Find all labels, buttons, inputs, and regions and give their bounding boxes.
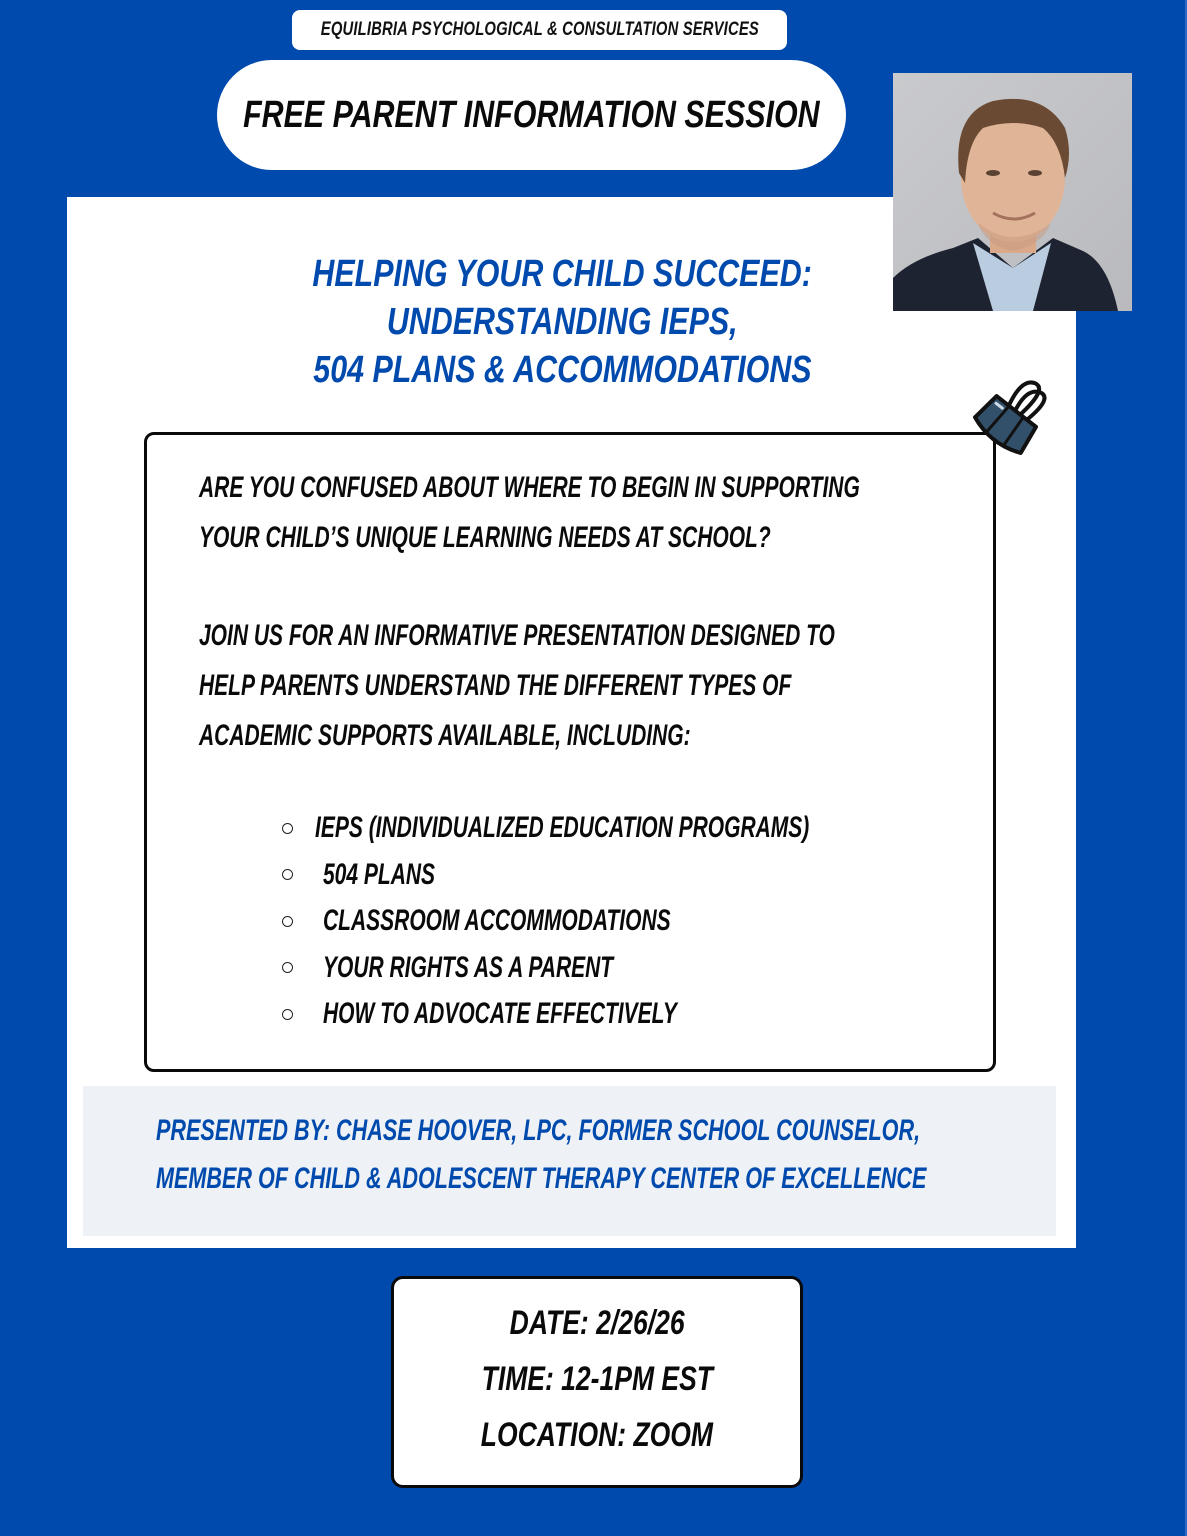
invite-line: JOIN US FOR AN INFORMATIVE PRESENTATION DESIGNED TO [199,619,835,652]
headline-line: 504 PLANS & ACCOMMODATIONS [312,349,812,391]
presenter-line: PRESENTED BY: CHASE HOOVER, LPC, FORMER SCHOOL COUNSELOR, [156,1114,921,1147]
list-item [282,898,1021,945]
organization-label [292,10,787,50]
event-time: TIME: 12-1PM EST [481,1360,713,1398]
bullet-circle-icon [282,823,293,834]
headline-line: UNDERSTANDING IEPS, [386,301,738,343]
question-paragraph [199,463,1143,563]
topic-text: IEPS (INDIVIDUALIZED EDUCATION PROGRAMS) [315,811,810,845]
presenter-headshot-icon [893,73,1132,311]
list-item [282,852,1021,899]
topics-list [282,805,1021,1038]
topic-text: HOW TO ADVOCATE EFFECTIVELY [323,997,677,1031]
headline-line: HELPING YOUR CHILD SUCCEED: [312,253,812,295]
list-item [282,805,1021,852]
bullet-circle-icon [282,869,293,880]
session-type: FREE PARENT INFORMATION SESSION [243,93,820,136]
bullet-circle-icon [282,962,293,973]
binder-clip-icon [965,370,1060,465]
invite-line: ACADEMIC SUPPORTS AVAILABLE, INCLUDING: [199,719,691,752]
question-line: ARE YOU CONFUSED ABOUT WHERE TO BEGIN IN SUPPORTING [199,471,860,504]
event-details-box [391,1276,803,1488]
description-box [144,432,996,1072]
presenter-box [83,1086,1056,1236]
event-location: LOCATION: ZOOM [480,1416,714,1454]
presenter-line: MEMBER OF CHILD & ADOLESCENT THERAPY CENTER OF EXCELLENCE [156,1162,927,1195]
topic-text: 504 PLANS [323,857,436,891]
list-item [282,945,1021,992]
bullet-circle-icon [282,916,293,927]
topic-text: YOUR RIGHTS AS A PARENT [323,950,614,984]
list-item [282,991,1021,1038]
bullet-circle-icon [282,1009,293,1020]
event-date: DATE: 2/26/26 [509,1304,685,1342]
invite-line: HELP PARENTS UNDERSTAND THE DIFFERENT TYPES OF [199,669,792,702]
invite-paragraph [199,611,1107,761]
topic-text: CLASSROOM ACCOMMODATIONS [323,904,671,938]
organization-name: EQUILIBRIA PSYCHOLOGICAL & CONSULTATION SERVICES [320,19,759,40]
presenter-photo [893,73,1132,311]
question-line: YOUR CHILD’S UNIQUE LEARNING NEEDS AT SCHOOL? [199,521,771,554]
session-type-pill [217,60,846,170]
